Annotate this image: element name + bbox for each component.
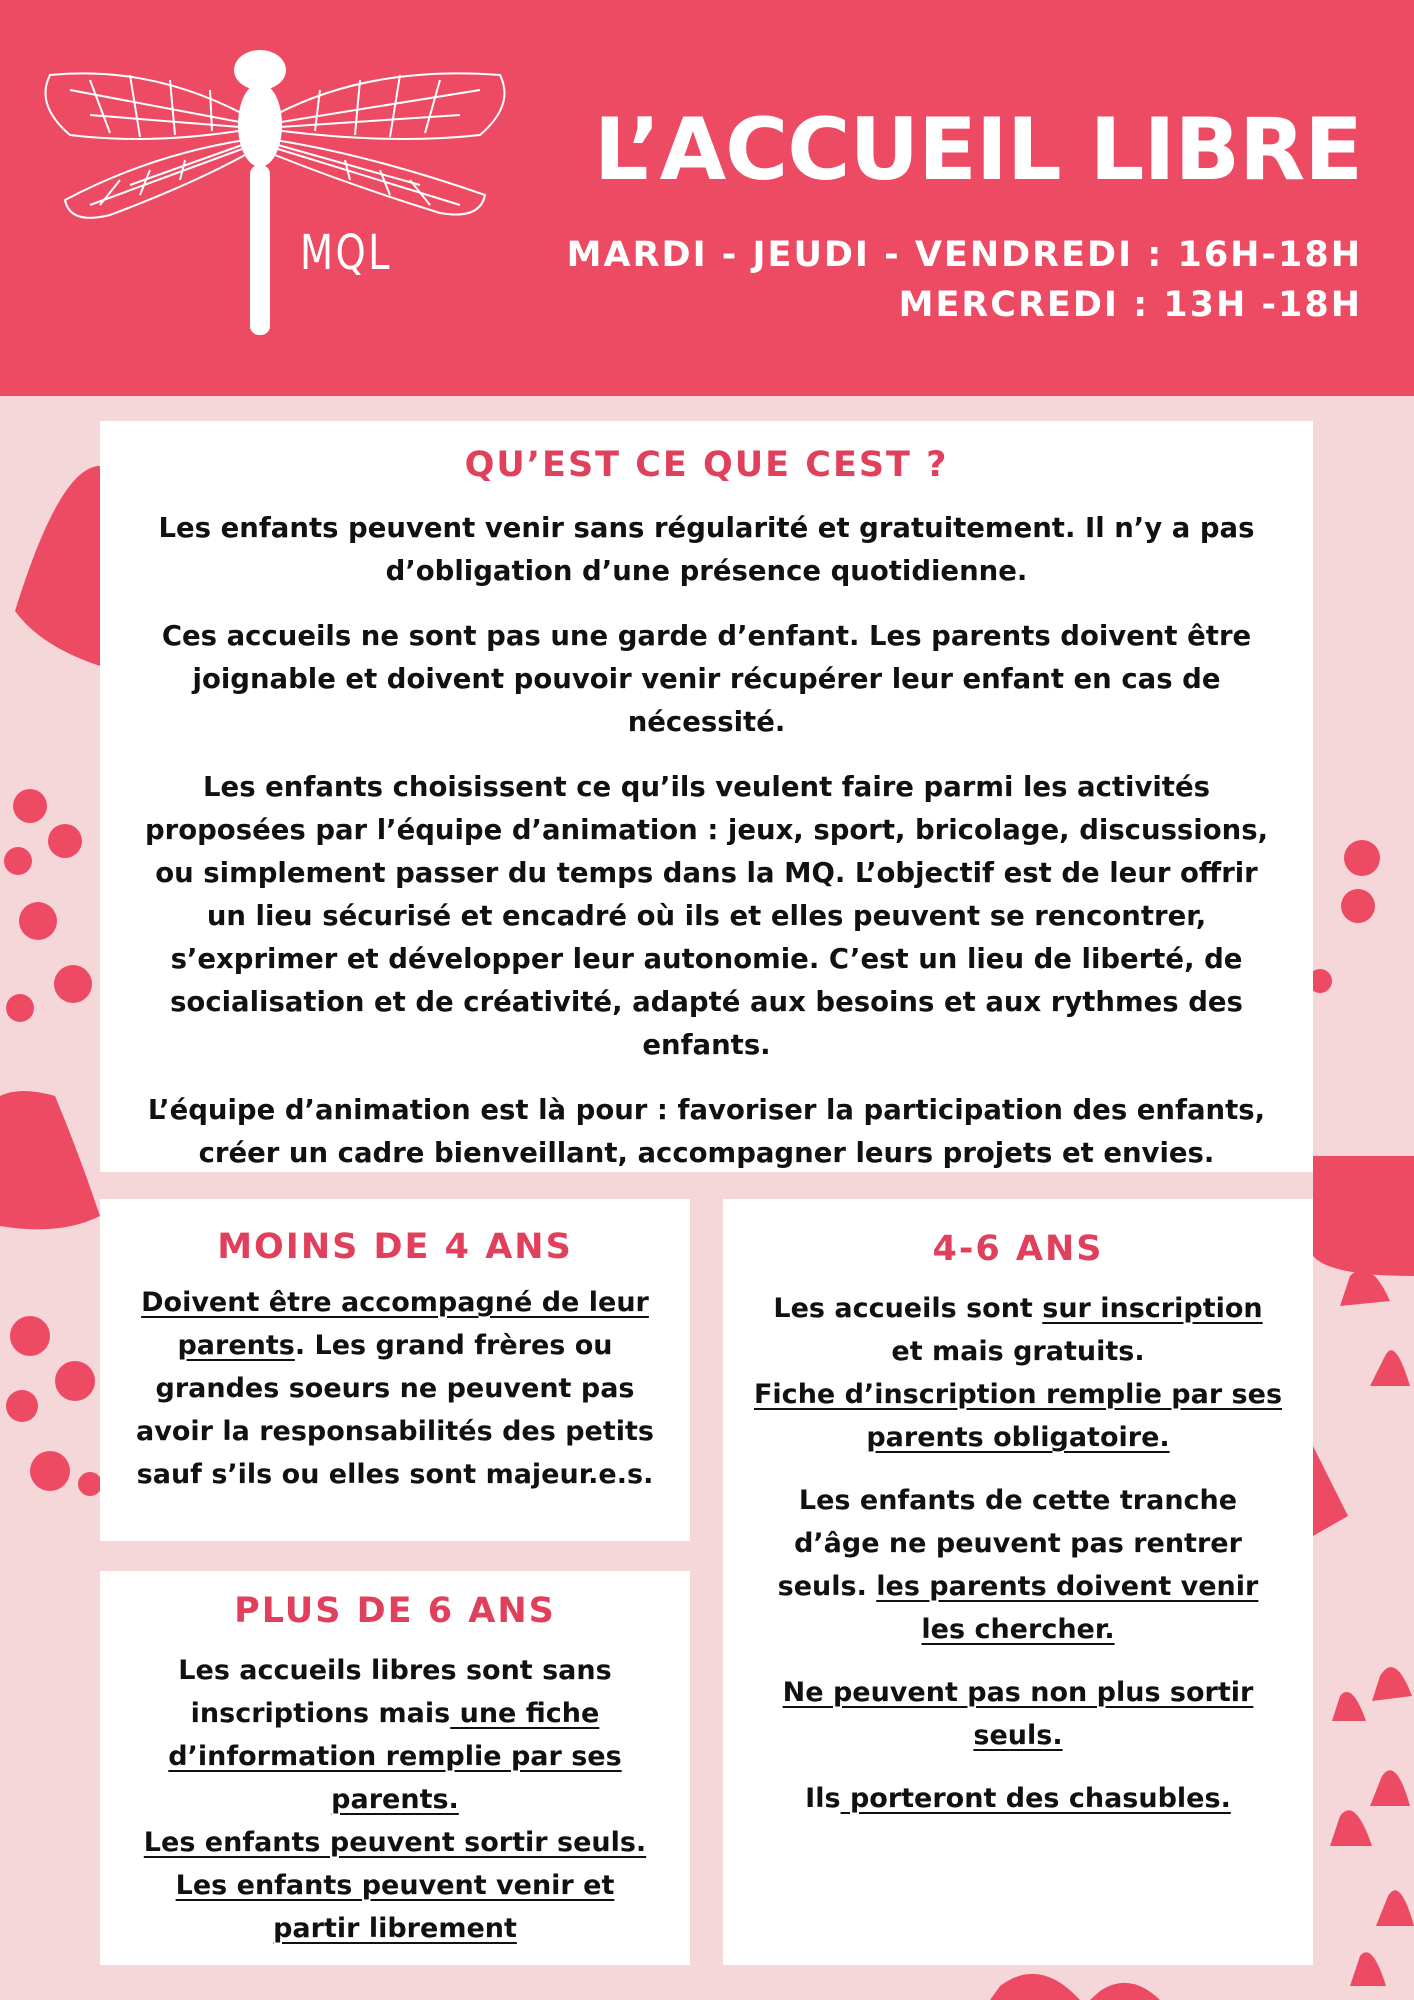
age-4-6-heading: 4-6 ANS: [932, 1229, 1104, 1269]
intro-card: [100, 421, 1313, 1172]
under-4-heading: MOINS DE 4 ANS: [217, 1227, 573, 1267]
under-4-card: [100, 1199, 690, 1541]
age-4-6-b2-underlined: les parents doivent venir les chercher.: [876, 1571, 1259, 1645]
age-4-6-b1-text-2: et mais gratuits.: [891, 1336, 1145, 1367]
over-6-text-1: Les accueils libres sont sans inscriptions mais: [178, 1655, 612, 1729]
over-6-card: [100, 1571, 690, 1965]
intro-paragraph-4: L’équipe d’animation est là pour : favoriser la participation des enfants, créer un cadre bienveillant, accompagner leurs projets et envies.: [147, 1094, 1266, 1169]
age-4-6-b4-text: Ils: [805, 1783, 841, 1814]
age-4-6-b1-text-1: Les accueils sont: [773, 1293, 1043, 1324]
under-4-underlined: Doivent être accompagné de leur parents: [141, 1287, 649, 1361]
age-4-6-b2-text: Les enfants de cette tranche d’âge ne peuvent pas rentrer seuls.: [777, 1485, 1242, 1602]
hours-weekdays: MARDI - JEUDI - VENDREDI : 16H-18H: [566, 235, 1362, 275]
logo-text: MQL: [300, 225, 392, 281]
age-4-6-b1-underlined-2: Fiche d’inscription remplie par ses parents obligatoire.: [753, 1379, 1283, 1453]
over-6-text: [130, 1649, 660, 1950]
age-4-6-block-2: [753, 1479, 1283, 1651]
over-6-underlined-2: Les enfants peuvent sortir seuls.: [143, 1827, 647, 1858]
age-4-6-b1-underlined-1: sur inscription: [1042, 1293, 1263, 1324]
age-4-6-b3-underlined: Ne peuvent pas non plus sortir seuls.: [782, 1677, 1254, 1751]
intro-heading: QU’EST CE QUE CEST ?: [464, 445, 949, 485]
dragonfly-icon: [30, 45, 520, 345]
age-4-6-card: [723, 1199, 1313, 1965]
header-banner: [0, 0, 1414, 396]
over-6-underlined-1: une fiche d’information remplie par ses parents.: [168, 1698, 622, 1815]
over-6-underlined-3: Les enfants peuvent venir et partir librement: [175, 1870, 615, 1944]
over-6-heading: PLUS DE 6 ANS: [234, 1591, 556, 1631]
under-4-text: [130, 1281, 660, 1496]
intro-paragraph-1: Les enfants peuvent venir sans régularité et gratuitement. Il n’y a pas d’obligation d’une présence quotidienne.: [158, 512, 1255, 587]
age-4-6-block-3: [753, 1671, 1283, 1757]
under-4-rest: . Les grand frères ou grandes soeurs ne peuvent pas avoir la responsabilités des petits sauf s’ils ou elles sont majeur.e.s.: [136, 1330, 654, 1490]
page-title: L’ACCUEIL LIBRE: [593, 100, 1362, 200]
opening-hours: [567, 230, 1362, 330]
age-4-6-block-1: [753, 1287, 1283, 1459]
intro-paragraph-2: Ces accueils ne sont pas une garde d’enfant. Les parents doivent être joignable et doivent pouvoir venir récupérer leur enfant en cas de nécessité.: [161, 620, 1252, 738]
intro-paragraph-3: Les enfants choisissent ce qu’ils veulent faire parmi les activités proposées par l’équipe d’animation : jeux, sport, bricolage, discussions, ou simplement passer du temps dans la MQ. L’objectif est de leur offrir un lieu sécurisé et encadré où ils et elles peuvent se rencontrer, s’exprimer et développer leur autonomie. C’est un lieu de liberté, de socialisation et de créativité, adapté aux besoins et aux rythmes des enfants.: [144, 771, 1269, 1061]
age-4-6-block-4: [753, 1777, 1283, 1820]
hours-wednesday: MERCREDI : 13H -18H: [898, 285, 1362, 325]
age-4-6-b4-underlined: porteront des chasubles.: [840, 1783, 1231, 1814]
